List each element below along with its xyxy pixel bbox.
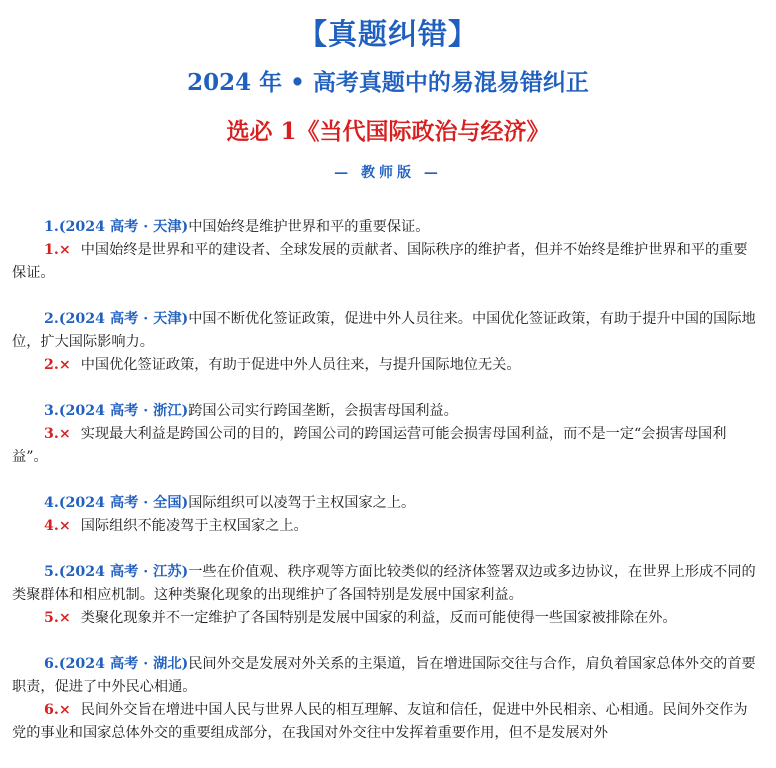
question-number: 2. (44, 311, 59, 327)
wrong-mark-icon: × (58, 518, 71, 534)
answer-paragraph (12, 515, 758, 538)
answer-text: 类聚化现象并不一定维护了各国特别是发展中国家的利益，反而可能使得一些国家被排除在外。 (80, 610, 677, 626)
answer-text: 民间外交旨在增进中国人民与世界人民的相互理解、友谊和信任，促进中外民相亲、心相通。民间外交作为党的事业和国家总体外交的重要组成部分，在我国对外交往中发挥着重要作用，但不是发展对外 (12, 702, 748, 741)
answer-number: 2. (44, 357, 59, 373)
question-text: 国际组织可以凌驾于主权国家之上。 (188, 495, 416, 511)
question-paragraph (12, 653, 758, 699)
question-text: 跨国公司实行跨国垄断，会损害母国利益。 (188, 403, 458, 419)
answer-paragraph (12, 354, 758, 377)
question-paragraph (12, 308, 758, 354)
question-number: 4. (44, 495, 59, 511)
wrong-mark-icon: × (58, 242, 71, 258)
spacer (12, 377, 758, 400)
answer-number: 5. (44, 610, 59, 626)
question-source: (2024 高考 · 浙江) (58, 403, 189, 419)
answer-text: 中国始终是世界和平的建设者、全球发展的贡献者、国际秩序的维护者，但并不始终是维护世界和平的重要保证。 (12, 242, 748, 281)
spacer (12, 538, 758, 561)
question-source: (2024 高考 · 江苏) (58, 564, 189, 580)
answer-text: 实现最大利益是跨国公司的目的，跨国公司的跨国运营可能会损害母国利益，而不是一定“会损害母国利益”。 (12, 426, 727, 465)
spacer (12, 469, 758, 492)
spacer (12, 630, 758, 653)
question-number: 6. (44, 656, 59, 672)
answer-number: 6. (44, 702, 59, 718)
spacer (12, 285, 758, 308)
question-paragraph (12, 561, 758, 607)
question-text: 一些在价值观、秩序观等方面比较类似的经济体签署双边或多边协议，在世界上形成不同的类聚群体和相应机制。这种类聚化现象的出现维护了各国特别是发展中国家利益。 (12, 564, 756, 603)
answer-paragraph (12, 607, 758, 630)
question-source: (2024 高考 · 天津) (58, 219, 189, 235)
wrong-mark-icon: × (58, 357, 71, 373)
answer-number: 3. (44, 426, 59, 442)
wrong-mark-icon: × (58, 702, 71, 718)
answer-paragraph (12, 239, 758, 285)
answer-text: 国际组织不能凌驾于主权国家之上。 (80, 518, 308, 534)
question-source: (2024 高考 · 天津) (58, 311, 189, 327)
question-paragraph (12, 216, 758, 239)
question-number: 1. (44, 219, 59, 235)
wrong-mark-icon: × (58, 610, 71, 626)
question-number: 3. (44, 403, 59, 419)
question-text: 中国始终是维护世界和平的重要保证。 (188, 219, 430, 235)
question-paragraph (12, 492, 758, 515)
unit-title: 选必 1《当代国际政治与经济》 (226, 118, 550, 145)
answer-paragraph (12, 423, 758, 469)
wrong-mark-icon: × (58, 426, 71, 442)
question-number: 5. (44, 564, 59, 580)
answer-number: 1. (44, 242, 59, 258)
answer-text: 中国优化签证政策，有助于促进中外人员往来，与提升国际地位无关。 (80, 357, 521, 373)
document-subtitle: 2024 年 • 高考真题中的易混易错纠正 (187, 69, 589, 96)
document-title: 【真题纠错】 (297, 17, 478, 51)
question-list (12, 216, 758, 745)
edition-label: — 教师版 — (334, 165, 442, 181)
question-text: 中国不断优化签证政策，促进中外人员往来。中国优化签证政策，有助于提升中国的国际地位，扩大国际影响力。 (12, 311, 756, 350)
question-source: (2024 高考 · 湖北) (58, 656, 189, 672)
question-source: (2024 高考 · 全国) (58, 495, 189, 511)
answer-number: 4. (44, 518, 59, 534)
answer-paragraph (12, 699, 758, 745)
question-paragraph (12, 400, 758, 423)
question-text: 民间外交是发展对外关系的主渠道，旨在增进国际交往与合作，肩负着国家总体外交的首要职责，促进了中外民心相通。 (12, 656, 756, 695)
